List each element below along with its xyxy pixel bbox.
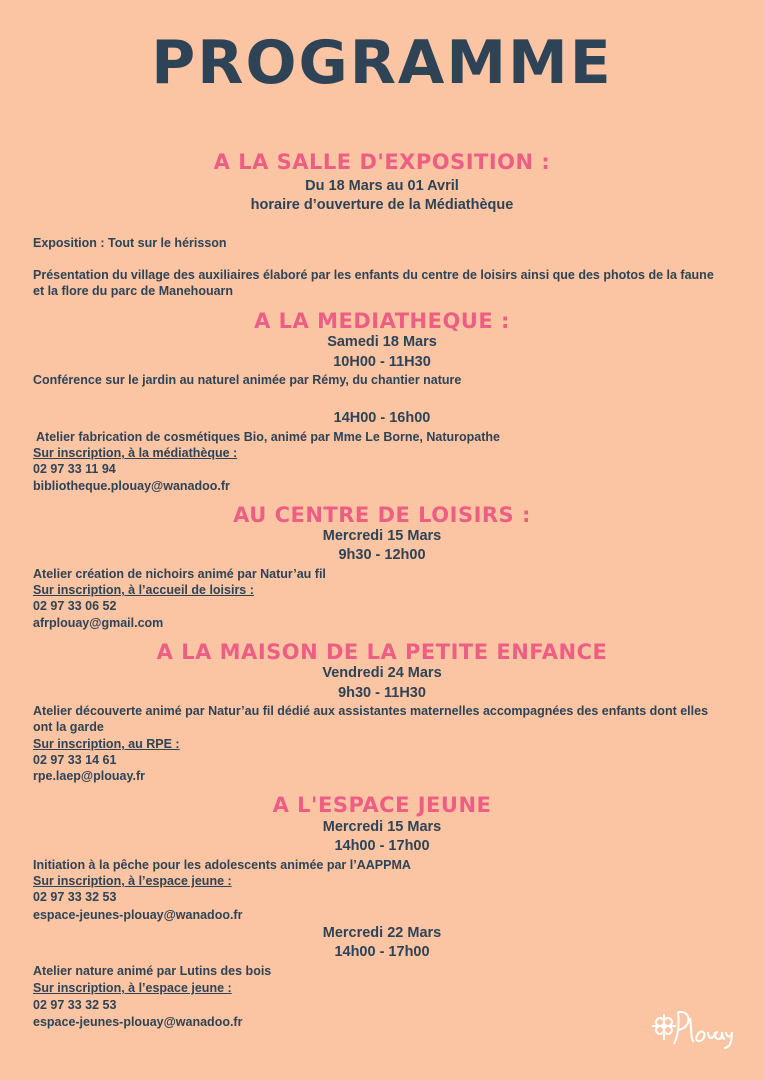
mediatheque-time-1: 10H00 - 11H30 — [333, 354, 431, 370]
section-heading-loisirs: AU CENTRE DE LOISIRS : — [233, 503, 531, 527]
loisirs-event: Atelier création de nichoirs animé par Natur’au fil — [33, 567, 326, 581]
jeune-time-2: 14h00 - 17h00 — [334, 944, 430, 960]
mediatheque-signup: Sur inscription, à la médiathèque : — [33, 446, 238, 460]
section-heading-jeune: A L'ESPACE JEUNE — [272, 793, 492, 817]
section-heading-mediatheque: A LA MEDIATHEQUE : — [254, 309, 510, 333]
loisirs-signup: Sur inscription, à l’accueil de loisirs : — [33, 583, 254, 597]
loisirs-date: Mercredi 15 Mars — [322, 528, 442, 544]
plouay-logo — [646, 1000, 734, 1056]
jeune-signup-2: Sur inscription, à l’espace jeune : — [33, 981, 232, 995]
mediatheque-time-2: 14H00 - 16h00 — [333, 410, 431, 426]
salle-hours: horaire d’ouverture de la Médiathèque — [250, 197, 514, 213]
plouay-logo-icon — [646, 1000, 734, 1056]
enfance-phone[interactable]: 02 97 33 14 61 — [33, 753, 117, 767]
mediatheque-event-2: Atelier fabrication de cosmétiques Bio, animé par Mme Le Borne, Naturopathe — [36, 430, 500, 444]
jeune-phone-1[interactable]: 02 97 33 32 53 — [33, 890, 117, 904]
jeune-event-1: Initiation à la pêche pour les adolescents animée par l’AAPPMA — [33, 858, 411, 872]
jeune-email-1[interactable]: espace-jeunes-plouay@wanadoo.fr — [33, 908, 243, 922]
enfance-event: Atelier découverte animé par Natur’au fil dédié aux assistantes maternelles accompagnées des enfants dont elles ont la garde — [33, 704, 709, 734]
loisirs-email[interactable]: afrplouay@gmail.com — [33, 616, 164, 630]
enfance-email[interactable]: rpe.laep@plouay.fr — [33, 769, 145, 783]
mediatheque-date: Samedi 18 Mars — [327, 334, 437, 350]
mediatheque-email[interactable]: bibliotheque.plouay@wanadoo.fr — [33, 479, 230, 493]
salle-dates: Du 18 Mars au 01 Avril — [305, 178, 459, 194]
jeune-event-2: Atelier nature animé par Lutins des bois — [33, 964, 272, 978]
jeune-email-2[interactable]: espace-jeunes-plouay@wanadoo.fr — [33, 1015, 243, 1029]
jeune-time-1: 14h00 - 17h00 — [334, 838, 430, 854]
section-heading-enfance: A LA MAISON DE LA PETITE ENFANCE — [156, 640, 608, 664]
loisirs-time: 9h30 - 12h00 — [338, 547, 426, 563]
salle-expo: Exposition : Tout sur le hérisson — [33, 236, 227, 250]
jeune-date-2: Mercredi 22 Mars — [322, 925, 442, 941]
loisirs-phone[interactable]: 02 97 33 06 52 — [33, 599, 117, 613]
section-heading-salle: A LA SALLE D'EXPOSITION : — [213, 150, 551, 174]
mediatheque-event-1: Conférence sur le jardin au naturel animée par Rémy, du chantier nature — [33, 373, 462, 387]
page-title: PROGRAMME — [151, 28, 613, 98]
jeune-date-1: Mercredi 15 Mars — [322, 819, 442, 835]
jeune-phone-2[interactable]: 02 97 33 32 53 — [33, 998, 117, 1012]
jeune-signup-1: Sur inscription, à l’espace jeune : — [33, 874, 232, 888]
enfance-signup: Sur inscription, au RPE : — [33, 737, 180, 751]
salle-description: Présentation du village des auxiliaires élaboré par les enfants du centre de loisirs ainsi que des photos de la faune et la flore du parc de Manehouarn — [33, 268, 714, 298]
enfance-time: 9h30 - 11H30 — [338, 685, 426, 701]
mediatheque-phone[interactable]: 02 97 33 11 94 — [33, 462, 116, 476]
enfance-date: Vendredi 24 Mars — [322, 665, 442, 681]
